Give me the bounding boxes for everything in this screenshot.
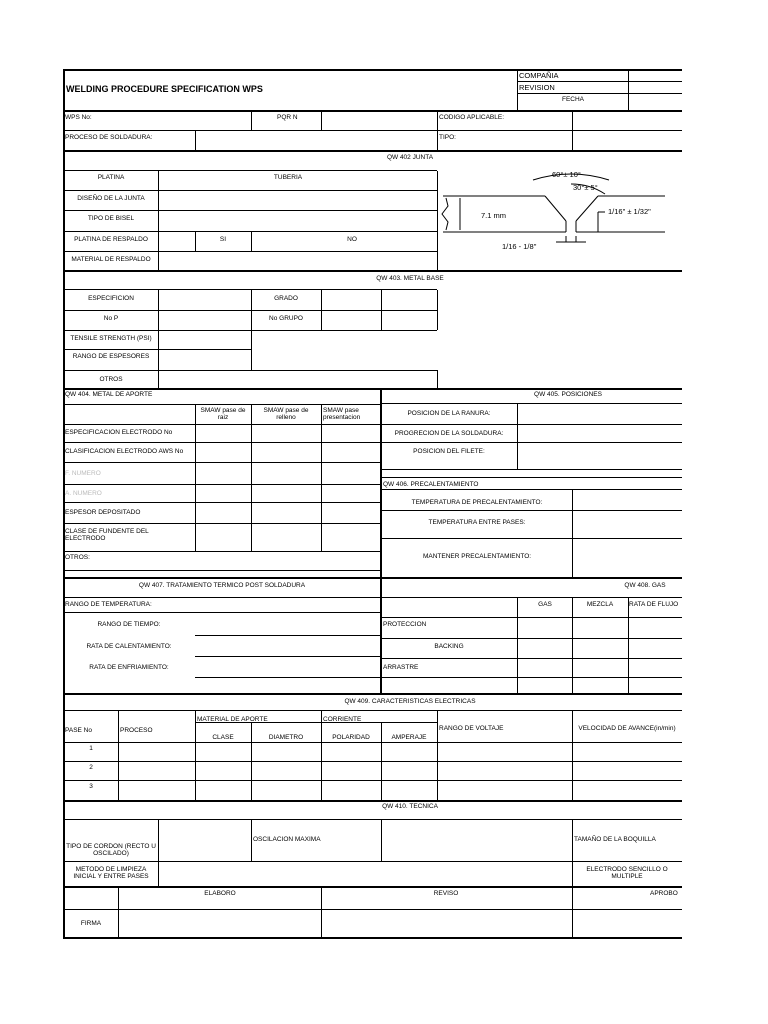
proteccion-label: PROTECCION xyxy=(383,621,427,628)
material-respaldo-label: MATERIAL DE RESPALDO xyxy=(71,256,151,263)
f-numero-label: F. NUMERO xyxy=(65,470,101,477)
limpieza-label: METODO DE LIMPIEZA INICIAL Y ENTRE PASES xyxy=(73,866,149,880)
boquilla-label: TAMAÑO DE LA BOQUILLA xyxy=(574,836,656,843)
elaboro-label: ELABORO xyxy=(204,890,236,897)
backing-label: BACKING xyxy=(434,643,464,650)
especificion-label: ESPECIFICION xyxy=(88,295,134,302)
pase-row-1: 1 xyxy=(89,745,93,752)
revision-label: REVISION xyxy=(519,83,555,92)
temp-pases-label: TEMPERATURA ENTRE PASES: xyxy=(428,519,526,526)
pase-row-3: 3 xyxy=(89,783,93,790)
no-grupo-label: No GRUPO xyxy=(269,315,303,322)
tipo-bisel-label: TIPO DE BISEL xyxy=(87,215,135,222)
pase-no-header: PASE No xyxy=(65,727,92,734)
especificacion-electrodo-label: ESPECIFICACION ELECTRODO No xyxy=(65,429,173,436)
platina-respaldo-label: PLATINA DE RESPALDO xyxy=(74,236,148,243)
pase-row-2: 2 xyxy=(89,764,93,771)
qw406-heading: QW 406. PRECALENTAMIENTO xyxy=(383,481,479,488)
progresion-label: PROGRECION DE LA SOLDADURA: xyxy=(394,430,504,437)
sketch-angle-30: 30°± 5° xyxy=(573,183,598,192)
ranura-label: POSICION DE LA RANURA: xyxy=(407,410,491,417)
wps-no-label: WPS No: xyxy=(65,114,92,121)
qw404-heading: QW 404. METAL DE APORTE xyxy=(65,391,153,398)
tensile-label: TENSILE STRENGTH (PSI) xyxy=(70,335,152,342)
electrodo-label: ELECTRODO SENCILLO O MULTIPLE xyxy=(586,866,668,880)
rango-tiempo-label: RANGO DE TIEMPO: xyxy=(97,621,161,628)
espesor-label: ESPESOR DEPOSITADO xyxy=(65,509,141,516)
rango-voltaje-header: RANGO DE VOLTAJE xyxy=(439,725,504,732)
smaw-presentacion-header: SMAW pase presentacion xyxy=(323,407,361,421)
sketch-gap-label: 1/16 - 1/8" xyxy=(502,242,537,251)
reviso-label: REVISO xyxy=(433,890,459,897)
mezcla-header: MEZCLA xyxy=(586,601,614,608)
sketch-break-line xyxy=(442,198,448,230)
velocidad-header: VELOCIDAD DE AVANCE(in/min) xyxy=(578,725,676,732)
rata-cal-label: RATA DE CALENTAMIENTO: xyxy=(86,643,172,650)
proceso-label: PROCESO DE SOLDADURA: xyxy=(65,134,153,141)
qw402-heading: QW 402 JUNTA xyxy=(386,154,434,161)
pqr-label: PQR N xyxy=(277,114,298,121)
corriente-header: CORRIENTE xyxy=(323,716,362,723)
smaw-raiz-header: SMAW pase de raiz xyxy=(200,407,246,421)
diametro-header: DIAMETRO xyxy=(268,734,304,741)
filete-label: POSICION DEL FILETE: xyxy=(413,448,485,455)
temp-precal-label: TEMPERATURA DE PRECALENTAMIENTO: xyxy=(411,499,543,506)
amperaje-header: AMPERAJE xyxy=(391,734,427,741)
rata-flujo-header: RATA DE FLUJO xyxy=(629,601,679,608)
rata-enf-label: RATA DE ENFRIAMIENTO: xyxy=(89,664,169,671)
arrastre-label: ARRASTRE xyxy=(383,664,419,671)
material-aporte-header: MATERIAL DE APORTE xyxy=(197,716,268,723)
qw408-heading: QW 408. GAS xyxy=(624,582,666,589)
smaw-relleno-header: SMAW pase de relleno xyxy=(263,407,309,421)
otros-label: OTROS xyxy=(99,376,123,383)
codigo-label: CODIGO APLICABLE: xyxy=(439,114,505,121)
clase-fundente-label: CLASE DE FUNDENTE DEL ELECTRODO xyxy=(65,528,149,542)
oscilacion-label: OSCILACION MAXIMA xyxy=(253,836,321,843)
qw407-heading: QW 407. TRATAMIENTO TERMICO POST SOLDADURA xyxy=(138,582,306,589)
compania-label: COMPAÑIA xyxy=(519,71,559,80)
firma-label: FIRMA xyxy=(80,920,102,927)
polaridad-header: POLARIDAD xyxy=(332,734,370,741)
sketch-bevel-left xyxy=(545,196,566,221)
a-numero-label: A. NUMERO xyxy=(65,490,102,497)
gas-header: GAS xyxy=(538,601,552,608)
qw410-heading: QW 410. TECNICA xyxy=(382,803,438,810)
form-title: WELDING PROCEDURE SPECIFICATION WPS xyxy=(66,84,263,94)
tipo-label: TIPO: xyxy=(439,134,456,141)
proceso-header: PROCESO xyxy=(120,727,153,734)
clasificacion-electrodo-label: CLASIFICACION ELECTRODO AWS No xyxy=(65,448,184,455)
no-label: NO xyxy=(347,236,357,243)
platina-label: PLATINA xyxy=(97,174,125,181)
aprobo-label: APROBO xyxy=(650,890,678,897)
clase-header: CLASE xyxy=(212,734,234,741)
qw405-heading: QW 405. POSICIONES xyxy=(534,391,602,398)
rango-espesores-label: RANGO DE ESPESORES xyxy=(72,353,150,360)
tipo-cordon-label: TIPO DE CORDON (RECTO U OSCILADO) xyxy=(66,843,156,857)
tuberia-label: TUBERIA xyxy=(273,174,303,181)
sketch-land-label: 1/16" ± 1/32" xyxy=(608,207,651,216)
mantener-label: MANTENER PRECALENTAMIENTO: xyxy=(422,553,532,560)
qw409-heading: QW 409. CARACTERISTICAS ELECTRICAS xyxy=(344,698,476,705)
sketch-angle-60: 60°± 10° xyxy=(552,170,581,179)
diseno-label: DISEÑO DE LA JUNTA xyxy=(77,195,145,202)
si-label: SI xyxy=(219,236,227,243)
qw403-heading: QW 403. METAL BASE xyxy=(376,275,444,282)
no-p-label: No P xyxy=(103,315,119,322)
rango-temp-label: RANGO DE TEMPERATURA: xyxy=(65,601,152,608)
sketch-thickness-label: 7.1 mm xyxy=(481,211,507,220)
sketch-bevel-right xyxy=(576,196,598,221)
fecha-label: FECHA xyxy=(561,96,585,103)
grado-label: GRADO xyxy=(274,295,298,302)
otros-aporte-label: OTROS: xyxy=(65,554,90,561)
